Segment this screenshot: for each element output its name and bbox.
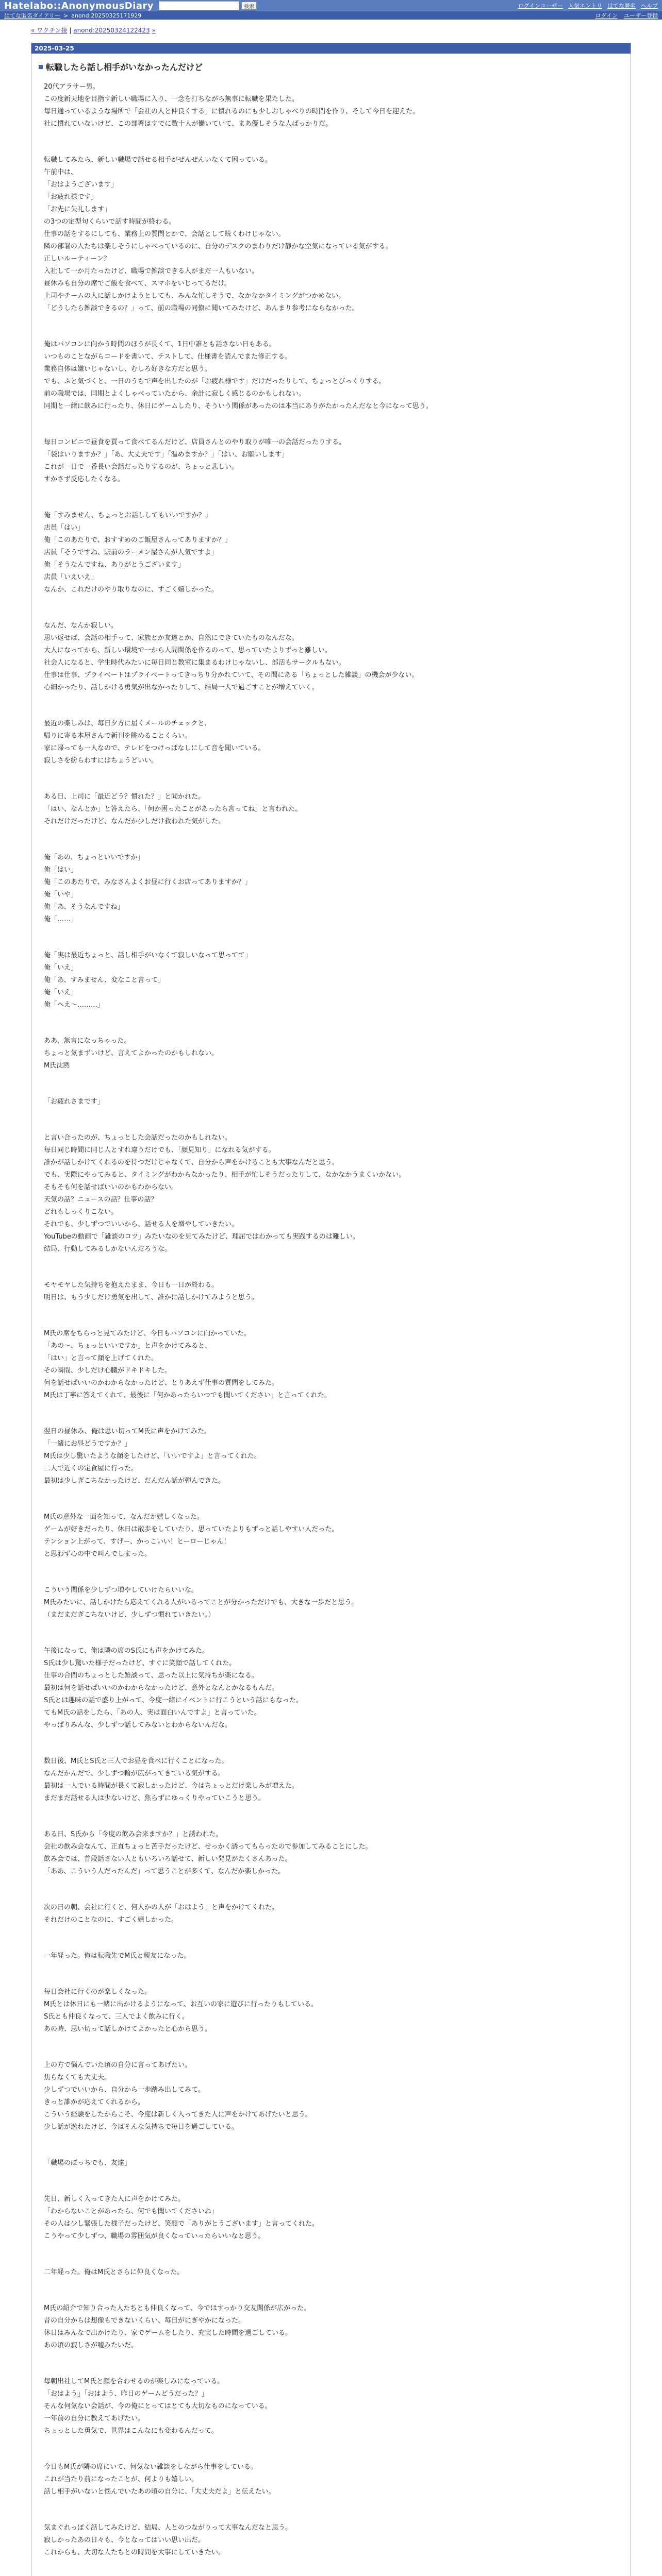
entry-pager: « ワクチン接 | anond:20250324122423 » xyxy=(31,27,156,34)
entry-line: 店員「はい」 xyxy=(44,524,85,532)
search-input[interactable] xyxy=(159,1,239,10)
entry-title[interactable] xyxy=(31,54,631,76)
entry-line: 社会人になると、学生時代みたいに毎日同じ教室に集まるわけじゃないし、部活もサークルもない。 xyxy=(44,659,345,667)
entry-line: 最近の楽しみは、毎日夕方に届くメールのチェックと、 xyxy=(44,720,211,727)
breadcrumb-current: anond:20250325171929 xyxy=(71,12,142,19)
entry-line: 社に慣れていないけど、この部署はすでに数十人が働いていて、まあ優しそうな人ばっかりだ。 xyxy=(44,120,333,128)
entry-line: 俺「実は最近ちょっと、話し相手がいなくて寂しいなって思ってて」 xyxy=(44,952,252,959)
entry-paragraph xyxy=(44,1902,618,1926)
site-logo[interactable]: Hatelabo::AnonymousDiary xyxy=(4,0,154,11)
entry-line: 一年経った。俺は転職先でM氏と親友になった。 xyxy=(44,1952,191,1960)
entry-paragraph xyxy=(44,154,618,315)
entry-body xyxy=(31,76,631,2576)
entry-line: やっぱりみんな、少しずつ話してみないとわからないんだな。 xyxy=(44,1721,232,1729)
entry-paragraph xyxy=(44,2193,618,2243)
entry-line: 焦らなくても大丈夫。 xyxy=(44,2074,111,2081)
diary-entry xyxy=(31,43,631,2576)
entry-paragraph xyxy=(44,2266,618,2279)
entry-line: 「職場のぼっちでも、友達」 xyxy=(44,2159,131,2167)
entry-line: 「お疲れ様です」 xyxy=(44,193,98,201)
entry-line: 午前中は、 xyxy=(44,168,78,176)
entry-line: 俺「いえ」 xyxy=(44,964,78,972)
entry-line: 休日はみんなで出かけたり、家でゲームをしたり、充実した時間を過ごしている。 xyxy=(44,2329,292,2337)
entry-paragraph xyxy=(44,510,618,596)
entry-line: 毎日同じ時間に同じ人とすれ違うだけでも、「顔見知り」になれる気がする。 xyxy=(44,1146,275,1154)
entry-line: きっと誰かが応えてくれるから。 xyxy=(44,2098,145,2106)
entry-line: 俺はパソコンに向かう時間のほうが長くて、1日中誰とも話さない日もある。 xyxy=(44,341,276,348)
entry-line: YouTubeの動画で「雑談のコツ」みたいなのを見てみたけど、理屈ではわかっても実践するのは難しい。 xyxy=(44,1233,359,1241)
top-nav-links xyxy=(518,2,658,10)
entry-line: M氏の意外な一面を知って、なんだか嬉しくなった。 xyxy=(44,1513,204,1521)
entry-line: 二人で近くの定食屋に行った。 xyxy=(44,1465,138,1472)
entry-line: M氏とは休日にも一緒に出かけるようになって、お互いの家に遊びに行ったりもしている。 xyxy=(44,2001,318,2008)
entry-line: ちょっとした勇気で、世界はこんなにも変わるんだって。 xyxy=(44,2427,218,2435)
entry-line: M氏は丁寧に答えてくれて、最後に「何かあったらいつでも聞いてください」と言ってくれた。 xyxy=(44,1392,331,1399)
entry-line: 最初は少しぎこちなかったけど、だんだん話が弾んできた。 xyxy=(44,1477,225,1485)
entry-line: 俺「いや」 xyxy=(44,891,78,899)
entry-paragraph xyxy=(44,81,618,130)
entry-line: まだまだ話せる人は少ないけど、焦らずにゆっくりやっていこうと思う。 xyxy=(44,1794,265,1802)
entry-line: これが一日で一番長い会話だったりするのが、ちょっと悲しい。 xyxy=(44,463,239,471)
entry-line: 隣の部署の人たちは楽しそうにしゃべっているのに、自分のデスクのまわりだけ静かな空気になっている気がする。 xyxy=(44,243,392,250)
entry-line: 上の方で悩んでいた頃の自分に言ってあげたい。 xyxy=(44,2061,192,2069)
entry-line: 毎朝出社してM氏と顔を合わせるのが楽しみになっている。 xyxy=(44,2378,224,2385)
entry-line: 20代アラサー男。 xyxy=(44,83,100,91)
entry-line: 気まぐれっぽく話してみたけど、結局、人とのつながりって大事なんだなと思う。 xyxy=(44,2524,292,2532)
entry-line: ああ、無言になっちゃった。 xyxy=(44,1037,131,1045)
entry-line: M氏は少し驚いたような顔をしたけど、「いいですよ」と言ってくれた。 xyxy=(44,1452,261,1460)
entry-line: 仕事の話をするにしても、業務上の質問とかで、会話として続くわけじゃない。 xyxy=(44,230,285,238)
entry-line: 毎日会社に行くのが楽しくなった。 xyxy=(44,1988,152,1996)
entry-line: それだけだったけど、なんだか少しだけ救われた気がした。 xyxy=(44,818,225,825)
entry-line: 「お疲れさまです」 xyxy=(44,1098,105,1106)
breadcrumb-top-link[interactable]: はてな匿名ダイアリー xyxy=(4,12,61,19)
entry-line: 今日もM氏が隣の席にいて、何気ない雑談をしながら仕事をしている。 xyxy=(44,2463,257,2471)
entry-line: 上司やチームの人に話しかけようとしても、みんな忙しそうで、なかなかタイミングがつかめない。 xyxy=(44,292,345,300)
entry-line: 俺「……」 xyxy=(44,916,78,923)
entry-line: 「おはようございます」 xyxy=(44,181,118,189)
entry-line: 寂しさを紛らわすにはちょうどいい。 xyxy=(44,757,158,765)
entry-line: M氏みたいに、話しかけたら応えてくれる人がいるってことが分かっただけでも、大きな一歩だと思う。 xyxy=(44,1599,358,1606)
entry-line: M氏沈黙 xyxy=(44,1062,70,1070)
entry-line: と思わず心の中で叫んでしまった。 xyxy=(44,1550,152,1558)
entry-line: 最初は一人でいる時間が長くて寂しかったけど、今はちょっとだけ楽しみが増えた。 xyxy=(44,1782,299,1790)
entry-line: S氏とは趣味の話で盛り上がって、今度一緒にイベントに行こうという話にもなった。 xyxy=(44,1697,303,1704)
account-links xyxy=(595,11,658,20)
entry-paragraph xyxy=(44,1035,618,1072)
entry-line: 帰りに寄る本屋さんで新刊を眺めることくらい。 xyxy=(44,732,192,740)
entry-title-text: 転職したら話し相手がいなかったんだけど xyxy=(46,62,203,72)
entry-line: あの頃の寂しさが嘘みたいだ。 xyxy=(44,2342,138,2349)
entry-line: 俺「へえ〜………」 xyxy=(44,1001,105,1009)
entry-line: ゲームが好きだったり、休日は散歩をしていたり、思っていたよりもずっと話しやすい人だった。 xyxy=(44,1526,339,1533)
entry-line: 店員「いえいえ」 xyxy=(44,573,98,581)
entry-paragraph xyxy=(44,1950,618,1962)
entry-line: 「一緒にお昼どうですか？」 xyxy=(44,1440,131,1448)
entry-line: 話し相手がいないと悩んでいたあの頃の自分に、「大丈夫だよ」と伝えたい。 xyxy=(44,2488,275,2496)
entry-line: 「あの〜、ちょっといいですか」と声をかけてみると、 xyxy=(44,1342,212,1350)
entry-line: 前の職場では、同期とよくしゃべっていたから、余計に寂しく感じるのかもしれない。 xyxy=(44,390,306,398)
entry-line: こうやって少しずつ、職場の雰囲気が良くなっていったらいいなと思う。 xyxy=(44,2232,265,2240)
entry-line: 翌日の昼休み、俺は思い切ってM氏に声をかけてみた。 xyxy=(44,1428,211,1435)
entry-line: 「はい」と言って顔を上げてくれた。 xyxy=(44,1354,158,1362)
entry-paragraph xyxy=(44,1328,618,1402)
entry-line: 少しずつでいいから、自分から一歩踏み出してみて。 xyxy=(44,2086,205,2094)
entry-line: 毎日通っているような場所で「会社の人と仲良くする」に慣れるのにも少しおしゃべりの時間を作り、そして今日を迎えた。 xyxy=(44,108,420,115)
entry-line: すかさず反応したくなる。 xyxy=(44,476,125,483)
entry-line: と言い合ったのが、ちょっとした会話だったのかもしれない。 xyxy=(44,1134,232,1142)
entry-line: 俺「そうなんですね、ありがとうございます」 xyxy=(44,561,185,569)
entry-line: M氏の紹介で知り合った人たちとも仲良くなって、今ではすっかり交友関係が広がった。 xyxy=(44,2304,311,2312)
entry-line: それでも、少しずつでいいから、話せる人を増やしていきたい。 xyxy=(44,1221,239,1228)
nav-link-3[interactable]: はてな匿名 xyxy=(607,3,636,9)
entry-line: 「どうしたら雑談できるの？」って、前の職場の同僚に聞いてみたけど、あんまり参考にならなかった。 xyxy=(44,304,359,312)
breadcrumb-separator: > xyxy=(63,12,69,19)
next-entry-link[interactable]: » xyxy=(152,27,156,34)
entry-line: あの時、思い切って話しかけてよかったと心から思う。 xyxy=(44,2025,212,2033)
entry-line: 俺「すみません、ちょっとお話ししてもいいですか？」 xyxy=(44,512,212,519)
entry-line: どれもしっくりこない。 xyxy=(44,1208,118,1216)
entry-paragraph xyxy=(44,2059,618,2133)
entry-paragraph xyxy=(44,950,618,1011)
entry-line: そんな何気ない会話が、今の俺にとってはとても大切なものになっている。 xyxy=(44,2402,272,2410)
entry-line: 業務自体は嫌いじゃないし、むしろ好きな方だと思う。 xyxy=(44,365,212,373)
entry-line: 同期と一緒に飲みに行ったり、休日にゲームしたり、そういう関係があったのは本当にありがたかったんだなと今になって思う。 xyxy=(44,402,433,410)
entry-line: 仕事は仕事、プライベートはプライベートってきっちり分かれていて、その間にある「ちょっとした雑談」の機会が少ない。 xyxy=(44,671,419,679)
entry-line: 「袋はいりますか？」「あ、大丈夫です」「温めますか？」「はい、お願いします」 xyxy=(44,451,288,459)
entry-line: なんか、これだけのやり取りなのに、すごく嬉しかった。 xyxy=(44,586,219,594)
entry-line: ある日、上司に「最近どう？慣れた？」と聞かれた。 xyxy=(44,793,205,801)
entry-line: 午後になって、俺は隣の席のS氏にも声をかけてみた。 xyxy=(44,1647,209,1655)
entry-line: 店員「そうですね、駅前のラーメン屋さんが人気ですよ」 xyxy=(44,549,218,556)
entry-line: この度新天地を目指す新しい職場に入り、一念を打ちながら無事に転職を果たした。 xyxy=(44,95,299,103)
entry-line: 正しいルーティーン？ xyxy=(44,255,110,263)
login-link[interactable]: ログイン xyxy=(595,12,618,19)
entry-line: 飲み会では、普段話さない人ともいろいろ話せて、新しい発見がたくさんあった。 xyxy=(44,1855,292,1863)
prev-entry-link[interactable]: « ワクチン接 xyxy=(31,27,68,34)
entry-line: 先日、新しく入ってきた人に声をかけてみた。 xyxy=(44,2195,185,2203)
entry-line: 少し話が逸れたけど、今はそんな気持ちで毎日を過ごしている。 xyxy=(44,2123,238,2131)
title-square-icon xyxy=(39,65,43,69)
entry-paragraph xyxy=(44,791,618,828)
entry-line: 俺「あの、ちょっといいですか」 xyxy=(44,854,144,861)
nav-link-4[interactable]: ヘルプ xyxy=(641,3,658,9)
entry-line: 俺「あ、すみません、変なこと言って」 xyxy=(44,976,165,984)
entry-paragraph xyxy=(44,1279,618,1304)
entry-line: 一年前の自分に教えてあげたい。 xyxy=(44,2415,145,2422)
entry-line: その人は少し緊張した様子だったけど、笑顔で「ありがとうございます」と言ってくれた。 xyxy=(44,2220,319,2228)
register-link[interactable]: ユーザー登録 xyxy=(624,12,658,19)
entry-line: 何を話せばいいのかわからなかったけど、とりあえず仕事の質問をしてみた。 xyxy=(44,1379,279,1387)
entry-paragraph xyxy=(44,2522,618,2559)
entry-line: 昼休みも自分の席でご飯を食べて、スマホをいじってるだけ。 xyxy=(44,280,231,287)
entry-line: の3つの定型句くらいで話す時間が終わる。 xyxy=(44,218,176,226)
entry-paragraph xyxy=(44,620,618,694)
entry-line: 家に帰っても一人なので、テレビをつけっぱなしにして音を聞いている。 xyxy=(44,744,265,752)
entry-line: こういう経験をしたからこそ、今度は新しく入ってきた人に声をかけてあげたいと思う。 xyxy=(44,2111,312,2119)
entry-line: 寂しかったあの日々も、今となってはいい思い出だ。 xyxy=(44,2536,205,2544)
entry-line: 心細かったり、話しかける勇気が出なかったりして、結局一人で過ごすことが増えていく。 xyxy=(44,684,319,691)
breadcrumb-bar xyxy=(0,11,662,20)
entry-line: S氏は少し驚いた様子だったけど、すぐに笑顔で話してくれた。 xyxy=(44,1659,236,1667)
entry-paragraph xyxy=(44,1132,618,1256)
entry-line: 「はい、なんとか」と答えたら、「何か困ったことがあったら言ってね」と言われた。 xyxy=(44,805,302,813)
entry-line: 仕事の合間のちょっとした雑談って、思った以上に気持ちが楽になる。 xyxy=(44,1672,258,1680)
entry-line: それだけのことなのに、すごく嬉しかった。 xyxy=(44,1916,178,1924)
entry-line: （まだまだぎこちないけど、少しずつ慣れていきたい。） xyxy=(44,1611,215,1619)
entry-line: こういう関係を少しずつ増やしていけたらいいな。 xyxy=(44,1586,198,1594)
entry-line: いつものことながらコードを書いて、テストして、仕様書を読んでまた修正する。 xyxy=(44,353,291,361)
entry-line: でも、実際にやってみると、タイミングがわからなかったり、相手が忙しそうだったりして、なかなかうまくいかない。 xyxy=(44,1171,406,1179)
entry-line: てもM氏の話をしたら、「あの人、実は面白いんですよ」と言っていた。 xyxy=(44,1709,261,1717)
entry-line: これからも、大切な人たちとの時間を大事にしていきたい。 xyxy=(44,2549,225,2556)
entry-line: 昔の自分からは想像もできないくらい、毎日がにぎやかになった。 xyxy=(44,2317,245,2325)
entry-paragraph xyxy=(44,1426,618,1487)
entry-paragraph xyxy=(44,1584,618,1621)
top-navigation-bar xyxy=(0,0,662,11)
entry-date: 2025-03-25 xyxy=(31,43,631,54)
entry-line: 毎日コンビニで昼食を買って食べてるんだけど、店員さんとのやり取りが唯一の会話だったりする。 xyxy=(44,438,346,446)
entry-line: 誰かが話しかけてくれるのを待つだけじゃなくて、自分から声をかけることも大事なんだと思う。 xyxy=(44,1159,339,1166)
entry-line: 入社して一か月たったけど、職場で雑談できる人がまだ一人もいない。 xyxy=(44,267,259,275)
entry-paragraph xyxy=(44,1645,618,1732)
entry-line: そもそも何を話せばいいのかもわからない。 xyxy=(44,1183,178,1191)
entry-line: 明日は、もう少しだけ勇気を出して、誰かに話しかけてみようと思う。 xyxy=(44,1294,258,1301)
entry-line: 俺「このあたりで、みなさんよくお昼に行くお店ってありますか？」 xyxy=(44,878,252,886)
entry-line: モヤモヤした気持ちを抱えたまま、今日も一日が終わる。 xyxy=(44,1281,219,1289)
nav-link-1[interactable]: ログインユーザー xyxy=(518,3,563,9)
entry-line: 天気の話？ニュースの話？仕事の話？ xyxy=(44,1196,158,1204)
entry-line: 結局、行動してみるしかないんだろうな。 xyxy=(44,1245,172,1253)
entry-paragraph xyxy=(44,338,618,413)
entry-line: 「お先に失礼します」 xyxy=(44,206,111,213)
entry-line: 俺「はい」 xyxy=(44,866,78,874)
entry-line: 思い返せば、会話の相手って、家族とか友達とか、自然にできていたものなんだな。 xyxy=(44,634,299,642)
entry-paragraph xyxy=(44,2157,618,2170)
entry-line: 「ああ、こういう人だったんだ」って思うことが多くて、なんだか楽しかった。 xyxy=(44,1868,285,1875)
entry-paragraph xyxy=(44,1755,618,1805)
entry-paragraph xyxy=(44,2376,618,2437)
entry-line: なんだ、なんか寂しい。 xyxy=(44,622,118,630)
entry-line: 最初は何を話せばいいのかわからなかったけど、意外となんとかなるもんだ。 xyxy=(44,1684,279,1692)
entry-line: 二年経った。俺はM氏とさらに仲良くなった。 xyxy=(44,2268,184,2276)
entry-line: これが当たり前になったことが、何よりも嬉しい。 xyxy=(44,2476,198,2483)
entry-paragraph xyxy=(44,1511,618,1561)
search-button[interactable]: 検索 xyxy=(241,2,257,10)
entry-line: 「おはよう」「おはよう、昨日のゲームどうだった？」 xyxy=(44,2390,208,2398)
entry-line: 俺「いえ」 xyxy=(44,989,78,996)
entry-paragraph xyxy=(44,852,618,926)
current-entry-link[interactable]: anond:20250324122423 xyxy=(73,27,150,34)
entry-line: 俺「このあたりで、おすすめのご飯屋さんってありますか？」 xyxy=(44,536,231,544)
entry-paragraph xyxy=(44,1986,618,2036)
entry-line: テンション上がって、すげー、かっこいい！ヒーローじゃん！ xyxy=(44,1538,230,1546)
entry-paragraph xyxy=(44,2461,618,2498)
entry-paragraph xyxy=(44,436,618,486)
entry-line: その瞬間、少しだけ心臓がドキドキした。 xyxy=(44,1367,172,1375)
entry-line: ちょっと気まずいけど、言えてよかったのかもしれない。 xyxy=(44,1049,219,1057)
entry-paragraph xyxy=(44,1096,618,1108)
entry-line: なんだかんだで、少しずつ輪が広がってきている気がする。 xyxy=(44,1770,225,1777)
nav-link-2[interactable]: 人気エントリ xyxy=(568,3,602,9)
entry-line: 数日後、M氏とS氏と三人でお昼を食べに行くことになった。 xyxy=(44,1757,228,1765)
entry-line: 大人になってから、新しい環境で一から人間関係を作るのって、思っていたよりずっと難しい。 xyxy=(44,647,332,654)
entry-line: S氏とも仲良くなって、三人でよく飲みに行く。 xyxy=(44,2013,189,2021)
entry-line: 会社の飲み会なんて、正直ちょっと苦手だったけど、せっかく誘ってもらったので参加してみることにした。 xyxy=(44,1843,372,1851)
entry-line: 次の日の朝、会社に行くと、何人かの人が「おはよう」と声をかけてくれた。 xyxy=(44,1904,279,1911)
entry-line: 転職してみたら、新しい職場で話せる相手がぜんぜんいなくて困っている。 xyxy=(44,156,272,164)
entry-line: ある日、S氏から「今度の飲み会来ますか？」と誘われた。 xyxy=(44,1831,223,1838)
entry-line: でも、ふと気づくと、一日のうちで声を出したのが「お疲れ様です」だけだったりして、ちょっとびっくりする。 xyxy=(44,378,386,385)
entry-paragraph xyxy=(44,2302,618,2352)
entry-paragraph xyxy=(44,1828,618,1878)
entry-line: M氏の席をちらっと見てみたけど、今日もパソコンに向かっていた。 xyxy=(44,1330,251,1337)
entry-paragraph xyxy=(44,718,618,767)
entry-line: 俺「あ、そうなんですね」 xyxy=(44,903,124,911)
entry-line: 「わからないことがあったら、何でも聞いてくださいね」 xyxy=(44,2208,218,2215)
